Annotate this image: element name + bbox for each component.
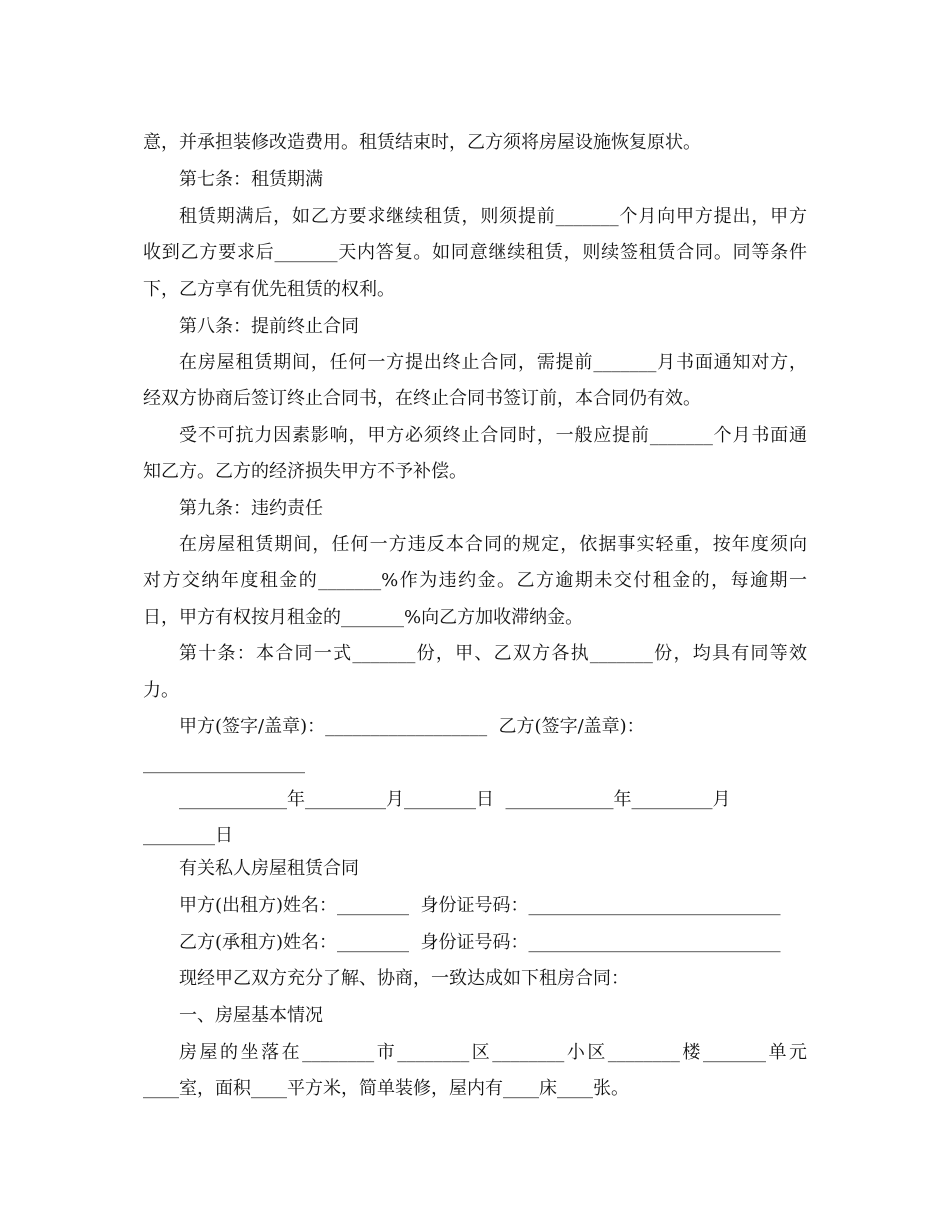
- section-heading-article-8: 第八条：提前终止合同: [179, 316, 359, 337]
- signature-blank: __________________: [143, 753, 305, 774]
- date-line: ____________年_________月________日 ____________年_________月: [179, 789, 731, 810]
- section-heading-1: 一、房屋基本情况: [179, 1005, 323, 1026]
- paragraph-line: 对方交纳年度租金的_______%作为违约金。乙方逾期未交付租金的，每逾期一: [143, 570, 807, 591]
- paragraph-line: 租赁期满后，如乙方要求继续租赁，则须提前_______个月向甲方提出，甲方: [179, 206, 807, 227]
- paragraph-line: 经双方协商后签订终止合同书，在终止合同书签订前，本合同仍有效。: [143, 388, 701, 409]
- section-heading-article-7: 第七条：租赁期满: [179, 169, 323, 190]
- party-b-line: 乙方(承租方)姓名：________ 身份证号码：____________________________: [179, 932, 781, 953]
- paragraph-line: 在房屋租赁期间，任何一方提出终止合同，需提前_______月书面通知对方，: [179, 352, 807, 373]
- paragraph-line: ____室，面积____平方米，简单装修，屋内有____床____张。: [143, 1078, 629, 1099]
- paragraph-line: 收到乙方要求后_______天内答复。如同意继续租赁，则续签租赁合同。同等条件: [143, 242, 807, 263]
- paragraph-line: 房屋的坐落在________市________区________小区________楼_______单元: [179, 1042, 807, 1063]
- paragraph-line: 受不可抗力因素影响，甲方必须终止合同时，一般应提前_______个月书面通: [179, 425, 807, 446]
- paragraph-line: 力。: [143, 680, 179, 701]
- section-heading-article-9: 第九条：违约责任: [179, 498, 323, 519]
- paragraph-line: 意，并承担装修改造费用。租赁结束时，乙方须将房屋设施恢复原状。: [143, 132, 701, 153]
- signature-line: 甲方(签字/盖章)：__________________ 乙方(签字/盖章)：: [179, 716, 645, 737]
- preamble-line: 现经甲乙双方充分了解、协商，一致达成如下租房合同：: [179, 968, 629, 989]
- paragraph-line: 下，乙方享有优先租赁的权利。: [143, 279, 395, 300]
- paragraph-line: 日，甲方有权按月租金的_______%向乙方加收滞纳金。: [143, 607, 584, 628]
- paragraph-line: 在房屋租赁期间，任何一方违反本合同的规定，依据事实轻重，按年度须向: [179, 534, 807, 555]
- party-a-line: 甲方(出租方)姓名：________ 身份证号码：____________________________: [179, 895, 781, 916]
- contract-title: 有关私人房屋租赁合同: [179, 858, 359, 879]
- section-article-10: 第十条：本合同一式_______份，甲、乙双方各执_______份，均具有同等效: [179, 643, 807, 664]
- date-line: ________日: [143, 825, 233, 846]
- paragraph-line: 知乙方。乙方的经济损失甲方不予补偿。: [143, 461, 467, 482]
